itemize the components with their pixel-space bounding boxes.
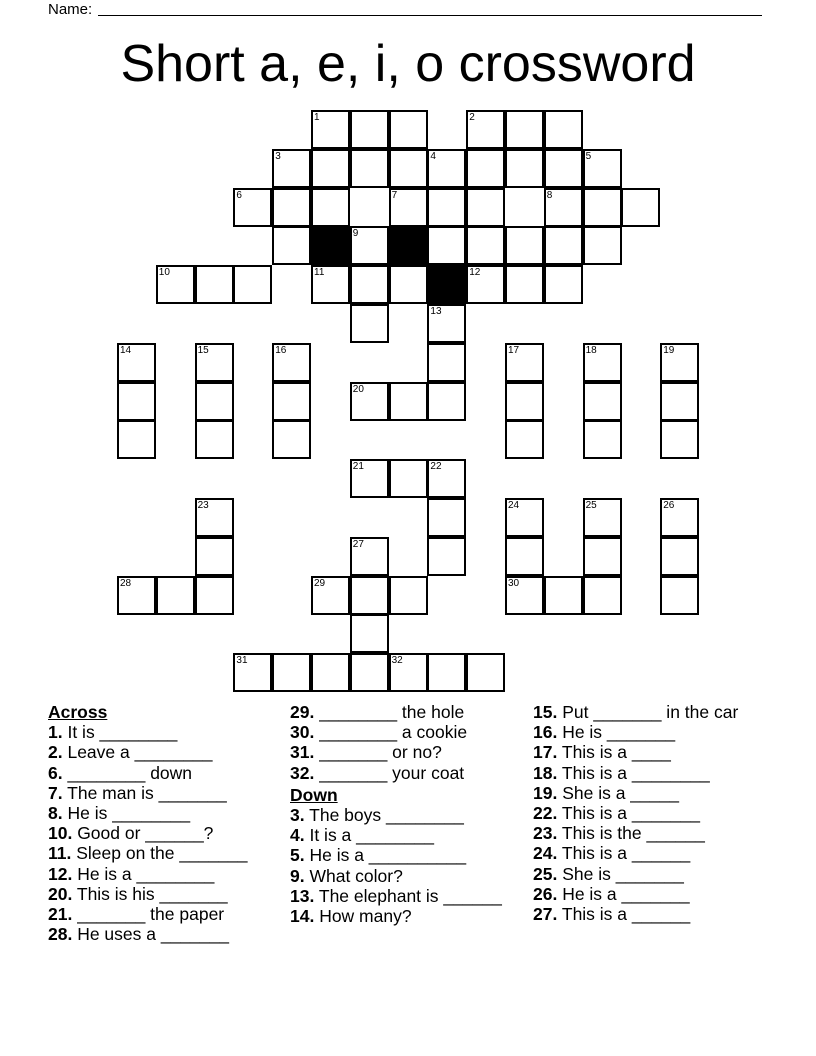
clue-item [290, 763, 522, 783]
clue-number: 29 [314, 577, 326, 589]
grid-cell[interactable] [660, 498, 699, 537]
clue-number-label: 29. [290, 702, 315, 722]
clue-item [533, 904, 773, 924]
clue-item [48, 763, 280, 783]
clue-number-label: 12. [48, 863, 73, 884]
clue-number-label: 24. [533, 843, 558, 864]
clue-number-label: 9. [290, 865, 305, 886]
clue-column-2 [290, 702, 522, 926]
clue-text: She is _______ [557, 863, 684, 884]
clue-number-label: 4. [290, 825, 305, 846]
clue-text: This is a ______ [557, 904, 691, 925]
clue-item [290, 722, 522, 742]
clue-column-3 [533, 702, 773, 924]
grid-cell[interactable] [583, 498, 622, 537]
grid-cell[interactable] [272, 226, 311, 265]
clue-item [48, 783, 280, 803]
grid-cell[interactable] [272, 149, 311, 188]
grid-cell[interactable] [350, 149, 389, 188]
grid-cell[interactable] [660, 420, 699, 459]
grid-cell[interactable] [505, 382, 544, 421]
grid-cell[interactable] [427, 653, 466, 692]
grid-cell[interactable] [272, 420, 311, 459]
clue-number-label: 23. [533, 823, 558, 844]
grid-cell[interactable] [505, 498, 544, 537]
clue-number: 25 [585, 500, 597, 511]
clue-number-label: 8. [48, 803, 63, 824]
clue-item [533, 702, 773, 722]
grid-cell[interactable] [466, 226, 505, 265]
clue-number: 32 [391, 655, 403, 667]
clue-number: 21 [352, 461, 364, 473]
grid-cell[interactable] [389, 576, 428, 615]
grid-cell[interactable] [350, 653, 389, 692]
clue-number: 28 [120, 577, 132, 589]
clue-text: He is _______ [557, 722, 676, 743]
clue-item [290, 805, 522, 825]
grid-cell[interactable] [195, 498, 234, 537]
clue-number-label: 28. [48, 924, 73, 945]
grid-cell[interactable] [427, 382, 466, 421]
clue-text: ________ the hole [314, 702, 465, 722]
clue-text: Put _______ in the car [557, 702, 739, 722]
clue-item [290, 866, 522, 886]
grid-cell[interactable] [389, 149, 428, 188]
grid-cell[interactable] [233, 265, 272, 304]
clue-number: 19 [663, 344, 675, 356]
clue-number: 15 [197, 344, 209, 356]
grid-cell[interactable] [350, 382, 389, 421]
clue-item [533, 823, 773, 843]
clue-item [533, 884, 773, 904]
clue-item [48, 843, 280, 863]
clue-item [290, 845, 522, 865]
clue-item [533, 843, 773, 863]
clue-item [290, 825, 522, 845]
clue-number: 22 [430, 461, 442, 473]
clue-number-label: 17. [533, 742, 558, 763]
clue-item [290, 906, 522, 926]
clue-item [290, 702, 522, 722]
grid-cell[interactable] [660, 576, 699, 615]
clue-number-label: 15. [533, 702, 558, 722]
clue-text: _______ the paper [72, 904, 225, 925]
grid-cell[interactable] [311, 265, 350, 304]
clue-text: How many? [314, 906, 412, 927]
clue-number: 10 [158, 267, 170, 279]
clue-number: 2 [469, 112, 475, 123]
clue-number-label: 11. [48, 843, 72, 864]
clue-text: Good or ______? [72, 823, 214, 844]
clue-text: The boys ________ [304, 805, 464, 826]
grid-cell[interactable] [583, 420, 622, 459]
clue-text: The man is _______ [62, 782, 227, 803]
clue-text: Sleep on the _______ [71, 843, 248, 864]
clue-number-label: 27. [533, 904, 558, 925]
grid-cell[interactable] [195, 576, 234, 615]
clue-item [48, 904, 280, 924]
clue-number-label: 32. [290, 762, 315, 783]
clue-text: It is ________ [62, 722, 178, 743]
black-cell [389, 226, 428, 265]
clue-number-label: 3. [290, 805, 305, 826]
grid-cell[interactable] [350, 459, 389, 498]
clue-item [533, 783, 773, 803]
clue-item [48, 884, 280, 904]
grid-cell[interactable] [505, 149, 544, 188]
clue-number: 9 [352, 228, 359, 240]
grid-cell[interactable] [195, 343, 234, 382]
clue-item [290, 742, 522, 762]
clue-text: He is a _______ [557, 883, 690, 904]
grid-cell[interactable] [156, 576, 195, 615]
grid-cell[interactable] [117, 420, 156, 459]
clue-item [533, 742, 773, 762]
grid-cell[interactable] [583, 149, 622, 188]
clue-text: This is his _______ [72, 883, 228, 904]
clue-text: She is a _____ [557, 782, 679, 803]
clue-text: He is a ________ [72, 863, 215, 884]
grid-cell[interactable] [544, 149, 583, 188]
clue-number-label: 7. [48, 782, 63, 803]
clue-text: This is a _______ [557, 803, 701, 824]
clue-number: 17 [508, 344, 520, 356]
grid-cell[interactable] [272, 382, 311, 421]
grid-cell[interactable] [505, 110, 544, 149]
grid-cell[interactable] [427, 149, 466, 188]
clue-text: He is a __________ [304, 845, 467, 866]
name-label: Name: [48, 1, 93, 18]
clue-number: 13 [430, 306, 442, 317]
clue-number: 8 [546, 189, 553, 201]
clue-number: 12 [469, 267, 481, 279]
grid-cell[interactable] [583, 188, 622, 227]
clue-item [290, 886, 522, 906]
clue-number: 11 [314, 267, 325, 279]
grid-cell[interactable] [350, 614, 389, 653]
clue-text: What color? [304, 865, 403, 886]
clue-number: 5 [585, 150, 592, 162]
grid-cell[interactable] [389, 653, 428, 692]
clue-number: 18 [585, 344, 597, 356]
clue-number-label: 26. [533, 883, 558, 904]
grid-cell[interactable] [544, 110, 583, 149]
grid-cell[interactable] [505, 265, 544, 304]
grid-cell[interactable] [311, 188, 350, 227]
clue-text: This is a ________ [557, 762, 710, 783]
clue-item [533, 763, 773, 783]
clue-number: 26 [663, 500, 675, 511]
grid-cell[interactable] [117, 382, 156, 421]
grid-cell[interactable] [427, 343, 466, 382]
clue-number: 31 [236, 655, 248, 667]
clue-number-label: 20. [48, 883, 73, 904]
grid-cell[interactable] [389, 265, 428, 304]
grid-cell[interactable] [505, 420, 544, 459]
grid-cell[interactable] [311, 149, 350, 188]
grid-cell[interactable] [350, 226, 389, 265]
clue-text: This is the ______ [557, 823, 705, 844]
clue-number-label: 1. [48, 722, 63, 743]
clue-number: 20 [352, 383, 364, 395]
clue-text: Leave a ________ [62, 742, 213, 763]
grid-cell[interactable] [466, 188, 505, 227]
clue-number-label: 21. [48, 904, 73, 925]
clue-number-label: 25. [533, 863, 558, 884]
clue-number-label: 2. [48, 742, 63, 763]
clue-item [48, 924, 280, 944]
grid-cell[interactable] [350, 576, 389, 615]
clue-number-label: 31. [290, 742, 315, 763]
grid-cell[interactable] [350, 537, 389, 576]
grid-cell[interactable] [621, 188, 660, 227]
grid-cell[interactable] [156, 265, 195, 304]
clue-column-1 [48, 702, 280, 944]
clue-number: 3 [275, 150, 281, 162]
clue-item [48, 742, 280, 762]
clue-number: 1 [314, 112, 320, 123]
clue-number: 24 [508, 500, 520, 511]
grid-cell[interactable] [544, 265, 583, 304]
grid-cell[interactable] [272, 188, 311, 227]
clue-number-label: 14. [290, 906, 315, 927]
clue-item [48, 722, 280, 742]
clue-text: It is a ________ [304, 825, 435, 846]
clue-number-label: 19. [533, 782, 558, 803]
clue-text: He is ________ [62, 803, 191, 824]
clue-item [48, 864, 280, 884]
page-title: Short a, e, i, o crossword [120, 35, 696, 93]
grid-cell[interactable] [660, 343, 699, 382]
clue-item [533, 803, 773, 823]
clue-item [48, 823, 280, 843]
clue-text: The elephant is ______ [314, 885, 502, 906]
clue-text: He uses a _______ [72, 924, 229, 945]
grid-cell[interactable] [233, 653, 272, 692]
grid-cell[interactable] [427, 226, 466, 265]
clue-text: ________ a cookie [314, 722, 468, 743]
grid-cell[interactable] [389, 110, 428, 149]
grid-cell[interactable] [311, 653, 350, 692]
grid-cell[interactable] [660, 537, 699, 576]
clue-text: _______ your coat [314, 762, 465, 783]
clue-number: 7 [391, 189, 398, 201]
grid-cell[interactable] [233, 188, 272, 227]
grid-cell[interactable] [505, 576, 544, 615]
grid-cell[interactable] [117, 343, 156, 382]
grid-cell[interactable] [505, 537, 544, 576]
clue-number-label: 30. [290, 722, 315, 743]
grid-cell[interactable] [427, 304, 466, 343]
grid-cell[interactable] [660, 382, 699, 421]
grid-cell[interactable] [272, 653, 311, 692]
grid-cell[interactable] [544, 188, 583, 227]
clue-number: 30 [508, 577, 520, 589]
grid-cell[interactable] [350, 265, 389, 304]
black-cell [427, 265, 466, 304]
grid-cell[interactable] [466, 653, 505, 692]
clue-number: 16 [275, 344, 287, 356]
grid-cell[interactable] [427, 459, 466, 498]
grid-cell[interactable] [350, 304, 389, 343]
grid-cell[interactable] [427, 188, 466, 227]
grid-cell[interactable] [195, 265, 234, 304]
grid-cell[interactable] [389, 382, 428, 421]
clue-number-label: 18. [533, 762, 558, 783]
clue-number-label: 22. [533, 803, 558, 824]
clue-number-label: 5. [290, 845, 305, 866]
grid-cell[interactable] [195, 420, 234, 459]
grid-cell[interactable] [583, 537, 622, 576]
clue-text: ________ down [62, 762, 193, 783]
clue-number: 4 [430, 150, 436, 162]
grid-cell[interactable] [466, 265, 505, 304]
clue-item [533, 722, 773, 742]
grid-cell[interactable] [466, 149, 505, 188]
grid-cell[interactable] [427, 498, 466, 537]
grid-cell[interactable] [272, 343, 311, 382]
grid-cell[interactable] [583, 576, 622, 615]
clue-text: This is a ______ [557, 843, 691, 864]
grid-cell[interactable] [583, 343, 622, 382]
grid-cell[interactable] [505, 226, 544, 265]
clue-text: This is a ____ [557, 742, 671, 763]
grid-cell[interactable] [544, 226, 583, 265]
black-cell [311, 226, 350, 265]
grid-cell[interactable] [389, 188, 428, 227]
clue-number: 27 [352, 538, 364, 550]
grid-cell[interactable] [583, 226, 622, 265]
grid-cell[interactable] [195, 537, 234, 576]
grid-cell[interactable] [350, 110, 389, 149]
clue-text: _______ or no? [314, 742, 442, 763]
clue-number-label: 6. [48, 762, 63, 783]
grid-cell[interactable] [583, 382, 622, 421]
clue-item [533, 864, 773, 884]
grid-cell[interactable] [195, 382, 234, 421]
grid-cell[interactable] [427, 537, 466, 576]
grid-cell[interactable] [117, 576, 156, 615]
clue-number-label: 13. [290, 885, 315, 906]
grid-cell[interactable] [466, 110, 505, 149]
grid-cell[interactable] [311, 576, 350, 615]
grid-cell[interactable] [389, 459, 428, 498]
down-heading: Down [290, 784, 338, 805]
grid-cell[interactable] [544, 576, 583, 615]
clue-number-label: 10. [48, 823, 73, 844]
grid-cell[interactable] [505, 343, 544, 382]
clue-item [48, 803, 280, 823]
clue-number: 23 [197, 500, 209, 511]
clue-number: 6 [236, 189, 242, 201]
across-heading: Across [48, 702, 108, 722]
clue-number: 14 [120, 344, 132, 356]
clue-number-label: 16. [533, 722, 558, 743]
grid-cell[interactable] [311, 110, 350, 149]
